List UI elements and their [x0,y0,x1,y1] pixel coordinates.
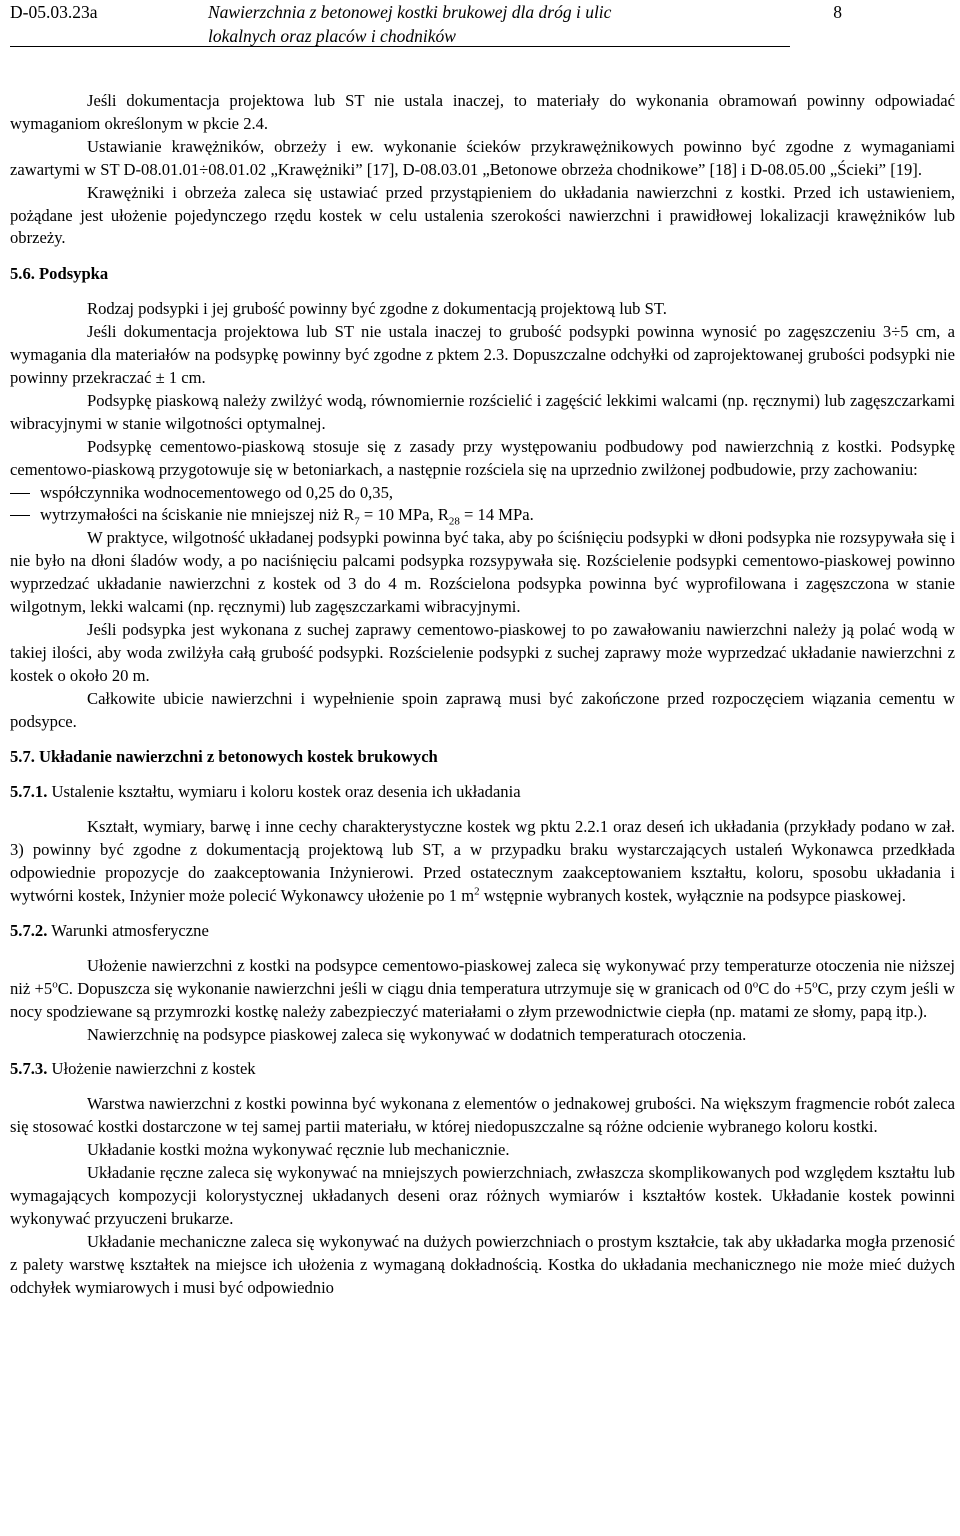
list-item: współczynnika wodnocementowego od 0,25 do 0,35, [10,482,955,505]
paragraph: Ułożenie nawierzchni z kostki na podsypce cementowo-piaskowej zaleca się wykonywać przy temperaturze otoczenia nie niższej niż $+5^oC$. Dopuszcza się wykonanie nawierzchni jeśli w ciągu dnia temperatura utrzymuje się w granicach od 0$^o$C do $+5^oC$, przy czym jeśli w nocy spodziewane są przymrozki kostkę należy zabezpieczyć materiałami o złym przewodnictwie ciepła (np. matami ze słomy, papą itp.). [10,955,956,1021]
paragraph: Układanie ręczne zaleca się wykonywać na mniejszych powierzchniach, zwłaszcza skomplikowanych pod względem kształtu lub wymagających kompozycji kolorystycznej układanych deseni oraz różnych wymiarów i kształtów kostek. Układanie kostek powinni wykonywać przyuczeni brukarze. [10,1163,955,1228]
paragraph: Jeśli dokumentacja projektowa lub ST nie ustala inaczej to grubość podsypki powinna wynosić po zagęszczeniu 3÷5 cm, a wymagania dla materiałów na podsypkę powinny być zgodne z pktem 2.3. Dopuszczalne odchyłki od zaprojektowanej grubości podsypki nie powinny przekraczać ± 1 cm. [10,322,955,387]
document-page [10,0,956,1297]
section-heading-5-7: 5.7. Układanie nawierzchni z betonowych kostek brukowych [10,747,438,767]
paragraph: Całkowite ubicie nawierzchni i wypełnienie spoin zaprawą musi być zakończone przed rozpoczęciem wiązania cementu w podsypce. [10,688,955,731]
paragraph: Nawierzchnię na podsypce piaskowej zaleca się wykonywać w dodatnich temperaturach otoczenia. [87,1024,747,1044]
header-rule [10,46,790,47]
paragraph: Podsypkę piaskową należy zwilżyć wodą, równomiernie rozścielić i zagęścić lekkimi walcami (np. ręcznymi) lub zagęszczarkami wibracyjnymi w stanie wilgotności optymalnej. [10,390,955,433]
page-number: 8 [833,2,842,22]
paragraph: Krawężniki i obrzeża zaleca się ustawiać przed przystąpieniem do układania nawierzchni z kostki. Przed ich ustawieniem, pożądane jest ułożenie pojedynczego rzędu kostek w celu ustalenia szerokości nawierzchni i prawidłowej lokalizacji krawężników lub obrzeży. [10,182,955,248]
paragraph: Podsypkę cementowo-piaskową stosuje się z zasady przy występowaniu podbudowy pod nawierzchnią z kostki. Podsypkę cementowo-piaskową przygotowuje się w betoniarkach, a następnie rozściela się na uprzednio zwilżonej podbudowie, przy zachowaniu: [10,436,955,479]
header-title-line-2: lokalnych oraz placów i chodników [208,26,456,46]
list-item: wytrzymałości na ściskanie nie mniejszej niż $R_7 = 10$ MPa, $R_{28} = 14$ MPa. [10,504,955,527]
section-heading-5-6: 5.6. Podsypka [10,264,109,284]
subsection-heading-5-7-1: 5.7.1. Ustalenie kształtu, wymiaru i koloru kostek oraz desenia ich układania [10,782,521,802]
paragraph: Ustawianie krawężników, obrzeży i ew. wykonanie ścieków przykrawężnikowych powinno być zgodne z wymaganiami zawartymi w ST D-08.01.01÷08.01.02 „Krawężniki” [17], D-08.03.01 „Betonowe obrzeża chodnikowe” [18] i D-08.05.00 „Ścieki” [19]. [10,136,955,179]
header-title [208,0,808,48]
page-header [10,0,955,56]
subsection-heading-5-7-2: 5.7.2. Warunki atmosferyczne [10,920,209,940]
header-title-line-1: Nawierzchnia z betonowej kostki brukowej dla dróg i ulic [208,2,612,22]
paragraph: Jeśli dokumentacja projektowa lub ST nie ustala inaczej, to materiały do wykonania obramowań powinny odpowiadać wymaganiom określonym w pkcie 2.4. [10,91,955,133]
paragraph: Warstwa nawierzchni z kostki powinna być wykonana z elementów o jednakowej grubości. Na większym fragmencie robót zaleca się stosować kostki dostarczone w tej samej partii materiału, w której niedopuszczalne są różne odcienie wybranego koloru kostki. [10,1094,955,1137]
spec-code: D-05.03.23a [10,2,98,22]
subsection-heading-5-7-3: 5.7.3. Ułożenie nawierzchni z kostek [10,1059,256,1079]
paragraph: Rodzaj podsypki i jej grubość powinny być zgodne z dokumentacją projektową lub ST. [87,299,667,319]
paragraph: Jeśli podsypka jest wykonana z suchej zaprawy cementowo-piaskowej to po zawałowaniu nawierzchni należy ją polać wodą w takiej ilości, aby woda zwilżyła całą grubość podsypki. Rozścielenie podsypki z suchej zaprawy może wyprzedzać układanie nawierzchni z kostek o około 20 m. [10,619,955,685]
paragraph: Układanie mechaniczne zaleca się wykonywać na dużych powierzchniach o prostym kształcie, tak aby układarka mogła przenosić z palety warstwę kształtek na miejsce ich ułożenia z wymaganą dokładnością. Kostka do układania mechanicznego nie może mieć dużych odchyłek wymiarowych i musi być odpowiednio [10,1231,955,1297]
paragraph: Układanie kostki można wykonywać ręcznie lub mechanicznie. [87,1140,510,1160]
paragraph: W praktyce, wilgotność układanej podsypki powinna być taka, aby po ściśnięciu podsypki w dłoni podsypka nie rozsypywała się i nie było na dłoni śladów wody, a po naciśnięciu palcami podsypka rozsypywała się. Rozścielenie podsypki cementowo-piaskowej powinno wyprzedzać układanie nawierzchni z kostek od 3 do 4 m. Rozścielona podsypka powinna być wyprofilowana i zagęszczona w stanie wilgotnym, lekki walcami (np. ręcznymi) lub zagęszczarkami wibracyjnymi. [10,528,955,617]
document-body [10,90,955,1300]
paragraph: Kształt, wymiary, barwę i inne cechy charakterystyczne kostek wg pktu 2.2.1 oraz deseń ich układania (przykłady podano w zał. 3) powinny być zgodne z dokumentacją projektową lub ST, a w przypadku braku wystarczających ustaleń Wykonawca przedkłada odpowiednie propozycje do zaakceptowania Inżynierowi. Przed ostatecznym zaakceptowaniem kształtu, koloru, sposobu układania i wytwórni kostek, Inżynier może polecić Wykonawcy ułożenie po 1 $m^2$ wstępnie wybranych kostek, wyłącznie na podsypce piaskowej. [10,817,955,905]
